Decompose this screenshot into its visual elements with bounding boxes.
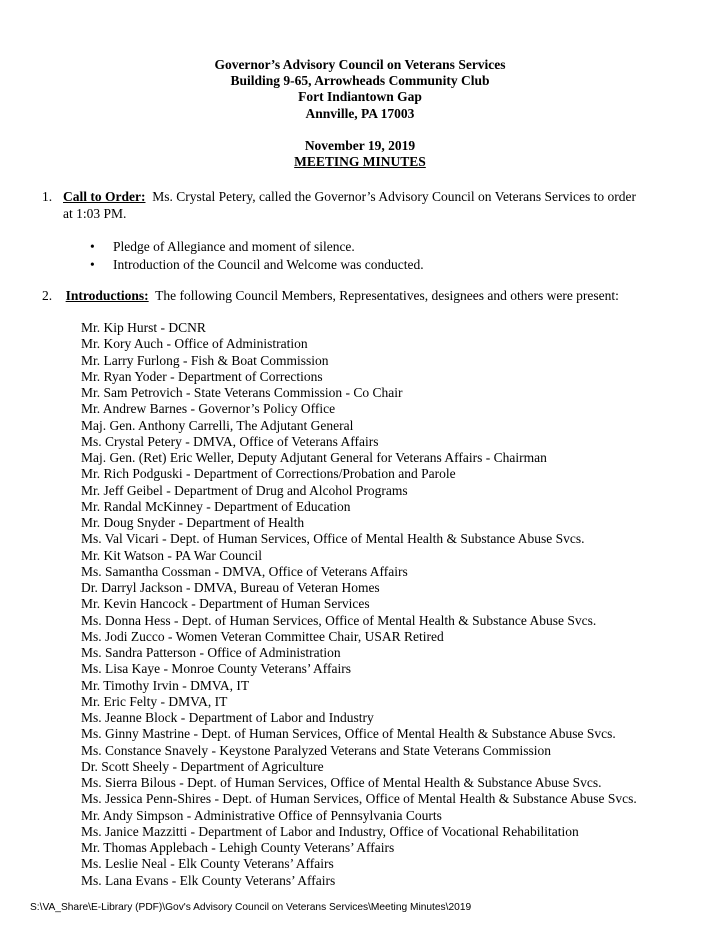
bullet-icon: •	[90, 256, 95, 272]
list-item: Dr. Darryl Jackson - DMVA, Bureau of Veteran Homes	[81, 580, 380, 595]
list-item: Maj. Gen. Anthony Carrelli, The Adjutant General	[81, 417, 354, 433]
section-text: The following Council Members, Representatives, designees and others were present:	[155, 288, 619, 303]
section-introductions	[42, 288, 702, 305]
list-item: Dr. Scott Sheely - Department of Agriculture	[81, 758, 324, 774]
list-item: Mr. Ryan Yoder - Department of Corrections	[81, 368, 323, 384]
list-item: Mr. Sam Petrovich - State Veterans Commission - Co Chair	[81, 385, 403, 400]
section-title: Call to Order:	[63, 189, 146, 204]
council-name: Governor’s Advisory Council on Veterans Services	[214, 57, 506, 72]
attendee-list	[81, 320, 711, 889]
bullet-text: Introduction of the Council and Welcome was conducted.	[113, 256, 424, 272]
list-item: Mr. Kory Auch - Office of Administration	[81, 336, 308, 352]
bullet-text: Pledge of Allegiance and moment of silence.	[113, 239, 355, 254]
list-item: Ms. Janice Mazzitti - Department of Labor and Industry, Office of Vocational Rehabilitation	[81, 823, 579, 839]
list-item: Ms. Crystal Petery - DMVA, Office of Veterans Affairs	[81, 433, 379, 449]
section-text-line2: at 1:03 PM.	[63, 205, 127, 221]
list-item: Mr. Andrew Barnes - Governor’s Policy Office	[81, 401, 336, 417]
list-item: Ms. Ginny Mastrine - Dept. of Human Services, Office of Mental Health & Substance Abuse Svcs.	[81, 726, 616, 742]
call-to-order-bullets	[90, 238, 650, 273]
list-item: Mr. Randal McKinney - Department of Education	[81, 498, 351, 514]
list-item: Mr. Thomas Applebach - Lehigh County Veterans’ Affairs	[81, 840, 395, 855]
list-item: Mr. Larry Furlong - Fish & Boat Commission	[81, 352, 329, 368]
list-item: Ms. Val Vicari - Dept. of Human Services, Office of Mental Health & Substance Abuse Svcs.	[81, 531, 585, 547]
footer-file-path: S:\VA_Share\E-Library (PDF)\Gov's Advisory Council on Veterans Services\Meeting Minutes\2019	[30, 902, 472, 913]
document-header	[0, 57, 720, 170]
list-item: Ms. Sandra Patterson - Office of Administration	[81, 645, 341, 660]
list-item: Mr. Doug Snyder - Department of Health	[81, 515, 305, 530]
list-item: Mr. Andy Simpson - Administrative Office of Pennsylvania Courts	[81, 807, 442, 823]
section-call-to-order	[42, 189, 682, 222]
list-item: Ms. Jessica Penn-Shires - Dept. of Human Services, Office of Mental Health & Substance Abuse Svcs.	[81, 791, 637, 807]
bullet-icon: •	[90, 239, 95, 254]
section-title: Introductions:	[65, 288, 149, 303]
document-title: MEETING MINUTES	[294, 154, 426, 170]
list-item	[90, 238, 650, 256]
address-line: Annville, PA 17003	[305, 105, 415, 121]
list-item: Mr. Kip Hurst - DCNR	[81, 320, 206, 335]
list-item: Mr. Kit Watson - PA War Council	[81, 547, 262, 563]
list-item: Mr. Rich Podguski - Department of Corrections/Probation and Parole	[81, 466, 456, 482]
list-item: Mr. Timothy Irvin - DMVA, IT	[81, 677, 250, 693]
list-item: Mr. Kevin Hancock - Department of Human Services	[81, 596, 370, 612]
list-item	[90, 256, 650, 274]
building-line: Building 9-65, Arrowheads Community Club	[230, 73, 490, 89]
list-item: Ms. Donna Hess - Dept. of Human Services, Office of Mental Health & Substance Abuse Svcs.	[81, 612, 597, 628]
list-item: Ms. Sierra Bilous - Dept. of Human Services, Office of Mental Health & Substance Abuse Svcs.	[81, 775, 602, 790]
list-item: Ms. Lana Evans - Elk County Veterans’ Affairs	[81, 872, 336, 888]
section-number: 2.	[42, 288, 53, 303]
list-item: Maj. Gen. (Ret) Eric Weller, Deputy Adjutant General for Veterans Affairs - Chairman	[81, 450, 547, 465]
section-text-line1: Ms. Crystal Petery, called the Governor’s Advisory Council on Veterans Services to order	[152, 189, 637, 204]
list-item: Ms. Constance Snavely - Keystone Paralyzed Veterans and State Veterans Commission	[81, 742, 552, 758]
list-item: Mr. Eric Felty - DMVA, IT	[81, 693, 228, 709]
section-number: 1.	[42, 189, 53, 204]
list-item: Ms. Samantha Cossman - DMVA, Office of Veterans Affairs	[81, 563, 408, 579]
list-item: Ms. Jodi Zucco - Women Veteran Committee Chair, USAR Retired	[81, 628, 444, 644]
location-line: Fort Indiantown Gap	[298, 89, 422, 105]
meeting-date: November 19, 2019	[304, 137, 416, 153]
list-item: Ms. Leslie Neal - Elk County Veterans’ Affairs	[81, 856, 334, 872]
list-item: Ms. Jeanne Block - Department of Labor and Industry	[81, 710, 374, 725]
list-item: Mr. Jeff Geibel - Department of Drug and Alcohol Programs	[81, 482, 408, 498]
list-item: Ms. Lisa Kaye - Monroe County Veterans’ Affairs	[81, 661, 351, 677]
